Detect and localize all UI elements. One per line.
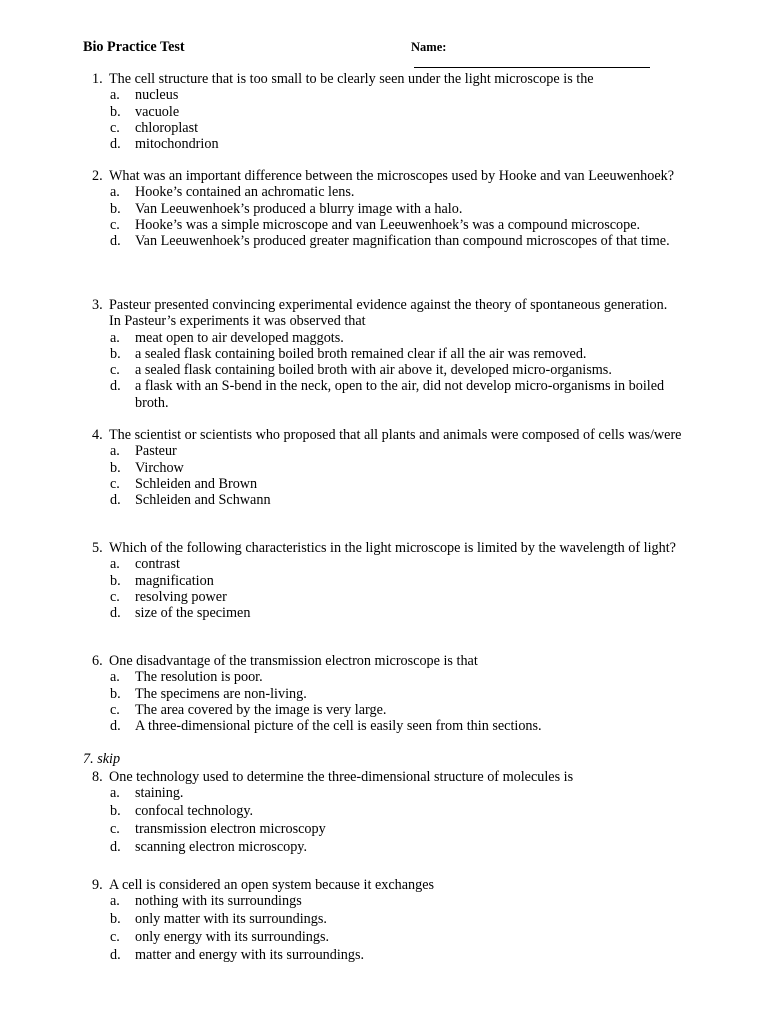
option-text: resolving power xyxy=(135,588,227,605)
question-2 xyxy=(92,168,682,249)
option-letter: b. xyxy=(110,572,121,589)
question-number: 4. xyxy=(92,427,103,443)
question-stem xyxy=(92,168,682,184)
option-text: a flask with an S-bend in the neck, open to the air, did not develop micro-organisms in boiled broth. xyxy=(135,378,665,411)
option-a[interactable] xyxy=(92,330,682,346)
option-letter: b. xyxy=(110,459,121,476)
option-letter: d. xyxy=(110,136,121,153)
option-letter: a. xyxy=(110,785,120,802)
question-number: 8. xyxy=(92,769,103,785)
option-letter: a. xyxy=(110,87,120,104)
option-letter: d. xyxy=(110,718,121,735)
option-c[interactable] xyxy=(92,217,682,233)
page-header xyxy=(83,39,685,59)
option-text: Schleiden and Schwann xyxy=(135,492,271,509)
option-letter: c. xyxy=(110,216,120,233)
option-text: only matter with its surroundings. xyxy=(135,911,327,928)
option-letter: d. xyxy=(110,605,121,622)
option-text: size of the specimen xyxy=(135,605,251,622)
option-text: Hooke’s was a simple microscope and van Leeuwenhoek’s was a compound microscope. xyxy=(135,216,641,233)
option-b[interactable] xyxy=(92,911,682,929)
question-9 xyxy=(92,877,682,964)
question-stem xyxy=(92,769,682,785)
question-stem xyxy=(92,71,682,87)
option-text: scanning electron microscopy. xyxy=(135,838,308,855)
name-label: Name: xyxy=(411,40,447,54)
question-5 xyxy=(92,540,682,621)
option-text: confocal technology. xyxy=(135,803,254,820)
question-text: What was an important difference between the microscopes used by Hooke and van Leeuwenhoek? xyxy=(109,168,675,184)
option-letter: c. xyxy=(110,928,120,945)
option-text: Schleiden and Brown xyxy=(135,475,258,492)
option-a[interactable] xyxy=(92,556,682,572)
option-letter: b. xyxy=(110,911,121,928)
option-letter: b. xyxy=(110,803,121,820)
option-text: nucleus xyxy=(135,87,179,104)
option-letter: c. xyxy=(110,820,120,837)
skip-note: 7. skip xyxy=(83,751,121,767)
option-a[interactable] xyxy=(92,785,682,803)
question-stem xyxy=(92,653,682,669)
name-field xyxy=(411,39,685,73)
name-blank-line[interactable] xyxy=(414,55,650,68)
option-b[interactable] xyxy=(92,460,682,476)
option-letter: c. xyxy=(110,475,120,492)
option-d[interactable] xyxy=(92,378,682,411)
option-c[interactable] xyxy=(92,476,682,492)
option-text: staining. xyxy=(135,785,184,802)
option-letter: d. xyxy=(110,946,121,963)
question-text: Which of the following characteristics in the light microscope is limited by the wavelength of light? xyxy=(109,540,676,556)
question-text: Pasteur presented convincing experimental evidence against the theory of spontaneous generation. In Pasteur’s experiments it was observed that xyxy=(109,297,668,330)
option-letter: d. xyxy=(110,378,121,395)
question-stem xyxy=(92,297,682,330)
question-number: 1. xyxy=(92,71,103,87)
option-a[interactable] xyxy=(92,443,682,459)
option-d[interactable] xyxy=(92,136,682,152)
option-text: meat open to air developed maggots. xyxy=(135,329,344,346)
option-text: Pasteur xyxy=(135,443,177,460)
question-number: 6. xyxy=(92,653,103,669)
option-letter: a. xyxy=(110,669,120,686)
question-3 xyxy=(92,297,682,411)
option-text: only energy with its surroundings. xyxy=(135,928,330,945)
option-text: Van Leeuwenhoek’s produced a blurry image with a halo. xyxy=(135,200,463,217)
option-text: The area covered by the image is very large. xyxy=(135,701,387,718)
question-text: One technology used to determine the three-dimensional structure of molecules is xyxy=(109,769,574,785)
option-letter: d. xyxy=(110,492,121,509)
option-letter: a. xyxy=(110,893,120,910)
option-b[interactable] xyxy=(92,573,682,589)
option-text: matter and energy with its surroundings. xyxy=(135,946,365,963)
option-b[interactable] xyxy=(92,803,682,821)
option-letter: d. xyxy=(110,233,121,250)
option-text: mitochondrion xyxy=(135,136,219,153)
option-a[interactable] xyxy=(92,893,682,911)
option-text: chloroplast xyxy=(135,119,199,136)
option-text: Virchow xyxy=(135,459,184,476)
option-c[interactable] xyxy=(92,702,682,718)
option-a[interactable] xyxy=(92,184,682,200)
option-text: The resolution is poor. xyxy=(135,669,263,686)
option-c[interactable] xyxy=(92,362,682,378)
option-text: Hooke’s contained an achromatic lens. xyxy=(135,184,355,201)
option-text: nothing with its surroundings xyxy=(135,893,302,910)
option-d[interactable] xyxy=(92,605,682,621)
option-text: contrast xyxy=(135,556,180,573)
question-text: The scientist or scientists who proposed that all plants and animals were composed of cells was/were xyxy=(109,427,682,443)
option-letter: d. xyxy=(110,838,121,855)
option-letter: b. xyxy=(110,345,121,362)
page-title: Bio Practice Test xyxy=(83,39,185,55)
question-6 xyxy=(92,653,682,734)
option-letter: a. xyxy=(110,556,120,573)
option-letter: b. xyxy=(110,200,121,217)
option-text: The specimens are non-living. xyxy=(135,685,307,702)
option-text: transmission electron microscopy xyxy=(135,820,326,837)
question-number: 2. xyxy=(92,168,103,184)
question-text: A cell is considered an open system because it exchanges xyxy=(109,877,435,893)
question-8 xyxy=(92,769,682,856)
question-number: 3. xyxy=(92,297,103,313)
option-letter: c. xyxy=(110,701,120,718)
question-text: The cell structure that is too small to be clearly seen under the light microscope is the xyxy=(109,71,594,87)
option-b[interactable] xyxy=(92,686,682,702)
option-text: Van Leeuwenhoek’s produced greater magnification than compound microscopes of that time. xyxy=(135,233,670,250)
option-b[interactable] xyxy=(92,346,682,362)
option-c[interactable] xyxy=(92,589,682,605)
option-letter: c. xyxy=(110,588,120,605)
option-letter: c. xyxy=(110,119,120,136)
option-text: a sealed flask containing boiled broth with air above it, developed micro-organisms. xyxy=(135,362,612,379)
option-text: a sealed flask containing boiled broth remained clear if all the air was removed. xyxy=(135,345,587,362)
option-letter: b. xyxy=(110,103,121,120)
question-stem xyxy=(92,540,682,556)
question-4 xyxy=(92,427,682,508)
question-number: 5. xyxy=(92,540,103,556)
option-b[interactable] xyxy=(92,104,682,120)
option-a[interactable] xyxy=(92,669,682,685)
option-c[interactable] xyxy=(92,821,682,839)
option-text: A three-dimensional picture of the cell is easily seen from thin sections. xyxy=(135,718,542,735)
question-stem xyxy=(92,427,682,443)
option-letter: a. xyxy=(110,184,120,201)
option-letter: a. xyxy=(110,329,120,346)
option-text: vacuole xyxy=(135,103,180,120)
option-letter: a. xyxy=(110,443,120,460)
question-stem xyxy=(92,877,682,893)
option-d[interactable] xyxy=(92,839,682,857)
question-number: 9. xyxy=(92,877,103,893)
question-text: One disadvantage of the transmission electron microscope is that xyxy=(109,653,478,669)
option-letter: c. xyxy=(110,362,120,379)
option-b[interactable] xyxy=(92,201,682,217)
option-d[interactable] xyxy=(92,492,682,508)
option-d[interactable] xyxy=(92,233,682,249)
option-d[interactable] xyxy=(92,718,682,734)
question-1 xyxy=(92,71,682,152)
option-letter: b. xyxy=(110,685,121,702)
option-a[interactable] xyxy=(92,87,682,103)
option-text: magnification xyxy=(135,572,214,589)
option-c[interactable] xyxy=(92,929,682,947)
option-d[interactable] xyxy=(92,947,682,965)
option-c[interactable] xyxy=(92,120,682,136)
